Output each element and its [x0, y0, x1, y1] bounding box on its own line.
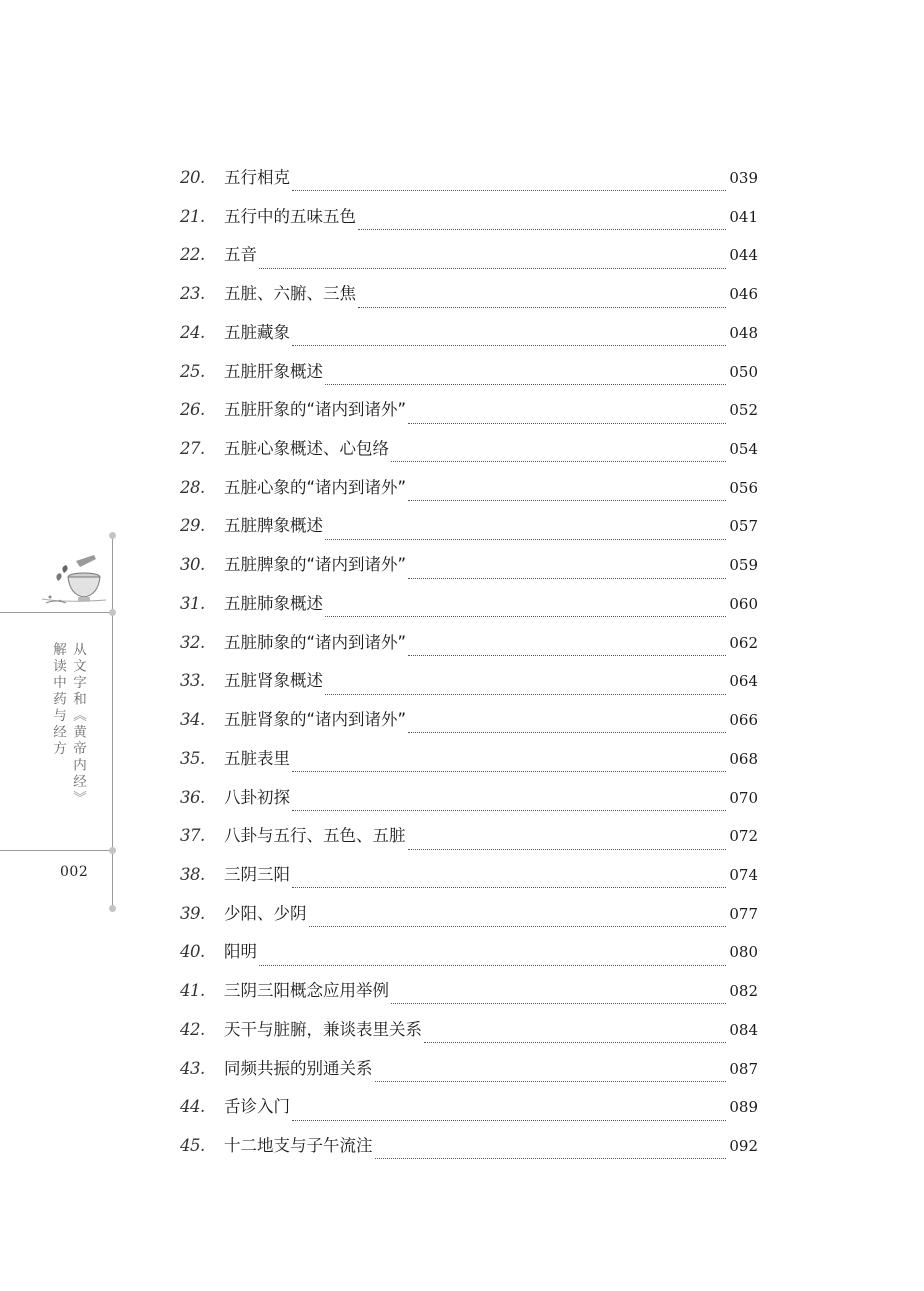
toc-entry-title: 五脏藏象	[224, 322, 290, 342]
toc-entry-page: 082	[729, 982, 758, 1001]
toc-dot-leader	[358, 228, 726, 230]
toc-entry[interactable]	[180, 748, 758, 787]
toc-entry-page: 092	[729, 1136, 758, 1155]
toc-entry-number: 23.	[180, 284, 205, 304]
toc-entry[interactable]	[180, 206, 758, 245]
toc-entry-number: 22.	[180, 245, 205, 265]
margin-rule-bottom	[0, 850, 112, 851]
toc-entry-title: 五行相克	[224, 168, 290, 187]
toc-entry-number: 30.	[180, 555, 205, 575]
toc-entry[interactable]	[180, 1058, 758, 1097]
toc-entry-number: 44.	[180, 1097, 205, 1117]
toc-entry-title: 五脏肝象概述	[224, 361, 323, 381]
toc-entry[interactable]	[180, 322, 758, 361]
toc-entry-page: 041	[729, 207, 758, 226]
toc-dot-leader	[292, 809, 726, 811]
toc-dot-leader	[292, 886, 726, 888]
toc-dot-leader	[325, 615, 726, 617]
toc-entry-title: 五脏肾象的“诸内到诸外”	[224, 710, 407, 730]
toc-dot-leader	[375, 1080, 727, 1082]
toc-entry[interactable]	[180, 477, 758, 516]
toc-entry-page: 068	[729, 749, 758, 768]
toc-entry[interactable]	[180, 554, 758, 593]
toc-entry[interactable]	[180, 864, 758, 903]
toc-dot-leader	[325, 538, 726, 540]
toc-dot-leader	[424, 1041, 726, 1043]
toc-entry[interactable]	[180, 593, 758, 632]
toc-entry-number: 24.	[180, 322, 205, 342]
running-book-title	[50, 642, 86, 807]
toc-entry[interactable]	[180, 515, 758, 554]
toc-entry-title: 五脏脾象的“诸内到诸外”	[224, 555, 407, 575]
toc-entry-number: 25.	[180, 361, 205, 381]
toc-entry-number: 29.	[180, 516, 205, 536]
toc-entry-page: 074	[729, 865, 758, 884]
toc-entry-number: 36.	[180, 787, 205, 807]
toc-entry-number: 21.	[180, 206, 205, 226]
toc-entry-number: 39.	[180, 903, 205, 923]
toc-entry-number: 28.	[180, 477, 205, 497]
toc-entry-page: 050	[729, 362, 758, 381]
toc-entry[interactable]	[180, 670, 758, 709]
toc-entry[interactable]	[180, 1096, 758, 1135]
toc-entry-page: 072	[729, 827, 758, 846]
margin-dot	[109, 847, 116, 854]
toc-dot-leader	[292, 344, 726, 346]
margin-dot	[109, 905, 116, 912]
toc-entry-page: 089	[729, 1098, 758, 1117]
toc-dot-leader	[391, 460, 726, 462]
toc-entry[interactable]	[180, 1135, 758, 1174]
toc-dot-leader	[408, 499, 726, 501]
toc-dot-leader	[408, 848, 727, 850]
toc-entry[interactable]	[180, 825, 758, 864]
toc-entry-page: 048	[729, 323, 758, 342]
book-title-line-2: 解读中药与经方	[50, 642, 66, 758]
toc-entry-page: 057	[729, 517, 758, 536]
toc-entry-page: 054	[729, 440, 758, 459]
toc-dot-leader	[408, 422, 726, 424]
toc-entry-title: 五脏表里	[224, 748, 290, 768]
toc-entry-title: 十二地支与子午流注	[224, 1135, 373, 1155]
toc-entry-title: 八卦与五行、五色、五脏	[224, 826, 406, 846]
margin-dot	[109, 532, 116, 539]
toc-entry-title: 八卦初探	[224, 787, 290, 807]
toc-entry-page: 084	[729, 1020, 758, 1039]
toc-entry-number: 43.	[180, 1058, 205, 1078]
toc-entry[interactable]	[180, 399, 758, 438]
toc-entry-number: 40.	[180, 942, 205, 962]
toc-entry-title: 五脏肾象概述	[224, 671, 323, 691]
toc-entry-title: 阳明	[224, 942, 257, 962]
toc-entry-title: 舌诊入门	[224, 1097, 290, 1117]
toc-dot-leader	[408, 654, 726, 656]
toc-dot-leader	[292, 189, 726, 191]
toc-entry-number: 38.	[180, 864, 205, 884]
toc-entry-title: 五脏肝象的“诸内到诸外”	[224, 400, 407, 420]
toc-entry-page: 070	[729, 788, 758, 807]
toc-dot-leader	[375, 1157, 727, 1159]
toc-dot-leader	[292, 770, 726, 772]
toc-dot-leader	[408, 731, 726, 733]
toc-entry-number: 45.	[180, 1135, 205, 1155]
toc-entry-title: 五行中的五味五色	[224, 206, 356, 226]
toc-entry-page: 056	[729, 478, 758, 497]
toc-entry[interactable]	[180, 941, 758, 980]
toc-entry-title: 五脏心象的“诸内到诸外”	[224, 477, 407, 497]
toc-entry[interactable]	[180, 244, 758, 283]
table-of-contents	[180, 167, 758, 1174]
toc-entry-page: 059	[729, 556, 758, 575]
toc-entry[interactable]	[180, 283, 758, 322]
toc-dot-leader	[325, 693, 726, 695]
toc-entry-title: 五脏脾象概述	[224, 516, 323, 536]
toc-entry-number: 31.	[180, 593, 205, 613]
toc-entry[interactable]	[180, 903, 758, 942]
toc-entry-number: 27.	[180, 439, 205, 459]
toc-entry-page: 044	[729, 246, 758, 265]
toc-dot-leader	[325, 383, 726, 385]
toc-entry-page: 060	[729, 594, 758, 613]
toc-entry-title: 五音	[224, 245, 257, 265]
toc-entry-title: 天干与脏腑，兼谈表里关系	[224, 1019, 422, 1039]
toc-dot-leader	[408, 577, 726, 579]
toc-entry-title: 三阴三阳	[224, 864, 290, 884]
toc-entry-number: 20.	[180, 168, 205, 187]
toc-entry-title: 五脏肺象概述	[224, 593, 323, 613]
toc-entry-number: 37.	[180, 826, 205, 846]
toc-entry-page: 039	[729, 169, 758, 187]
toc-entry-title: 少阳、少阴	[224, 903, 307, 923]
toc-entry-title: 同频共振的别通关系	[224, 1058, 373, 1078]
toc-entry-page: 087	[729, 1059, 758, 1078]
page-number: 002	[60, 864, 89, 880]
toc-entry-number: 35.	[180, 748, 205, 768]
toc-entry-page: 077	[729, 904, 758, 923]
toc-entry-number: 32.	[180, 632, 205, 652]
toc-entry[interactable]	[180, 980, 758, 1019]
toc-entry[interactable]	[180, 709, 758, 748]
toc-entry-page: 080	[729, 943, 758, 962]
toc-entry-page: 066	[729, 711, 758, 730]
toc-entry-number: 41.	[180, 981, 205, 1001]
toc-dot-leader	[259, 267, 726, 269]
margin-dot	[109, 609, 116, 616]
toc-dot-leader	[309, 925, 727, 927]
toc-entry-title: 五脏肺象的“诸内到诸外”	[224, 632, 407, 652]
toc-dot-leader	[358, 306, 726, 308]
toc-entry-title: 五脏心象概述、心包络	[224, 439, 389, 459]
book-title-line-1: 从文字和《黄帝内经》	[70, 642, 86, 807]
toc-entry-page: 052	[729, 401, 758, 420]
toc-dot-leader	[391, 1002, 726, 1004]
toc-entry[interactable]	[180, 167, 758, 206]
toc-dot-leader	[292, 1119, 726, 1121]
toc-entry[interactable]	[180, 787, 758, 826]
toc-entry-page: 064	[729, 672, 758, 691]
toc-dot-leader	[259, 964, 726, 966]
toc-entry-title: 三阴三阳概念应用举例	[224, 981, 389, 1001]
toc-entry-page: 062	[729, 633, 758, 652]
toc-entry[interactable]	[180, 438, 758, 477]
toc-entry[interactable]	[180, 361, 758, 400]
toc-entry-number: 42.	[180, 1019, 205, 1039]
toc-entry-number: 26.	[180, 400, 205, 420]
toc-entry-title: 五脏、六腑、三焦	[224, 284, 356, 304]
toc-entry-number: 33.	[180, 671, 205, 691]
mortar-and-pestle-icon	[36, 553, 108, 609]
toc-entry-page: 046	[729, 285, 758, 304]
toc-entry[interactable]	[180, 632, 758, 671]
margin-rule-top	[0, 612, 112, 613]
toc-entry-number: 34.	[180, 710, 205, 730]
toc-entry[interactable]	[180, 1019, 758, 1058]
